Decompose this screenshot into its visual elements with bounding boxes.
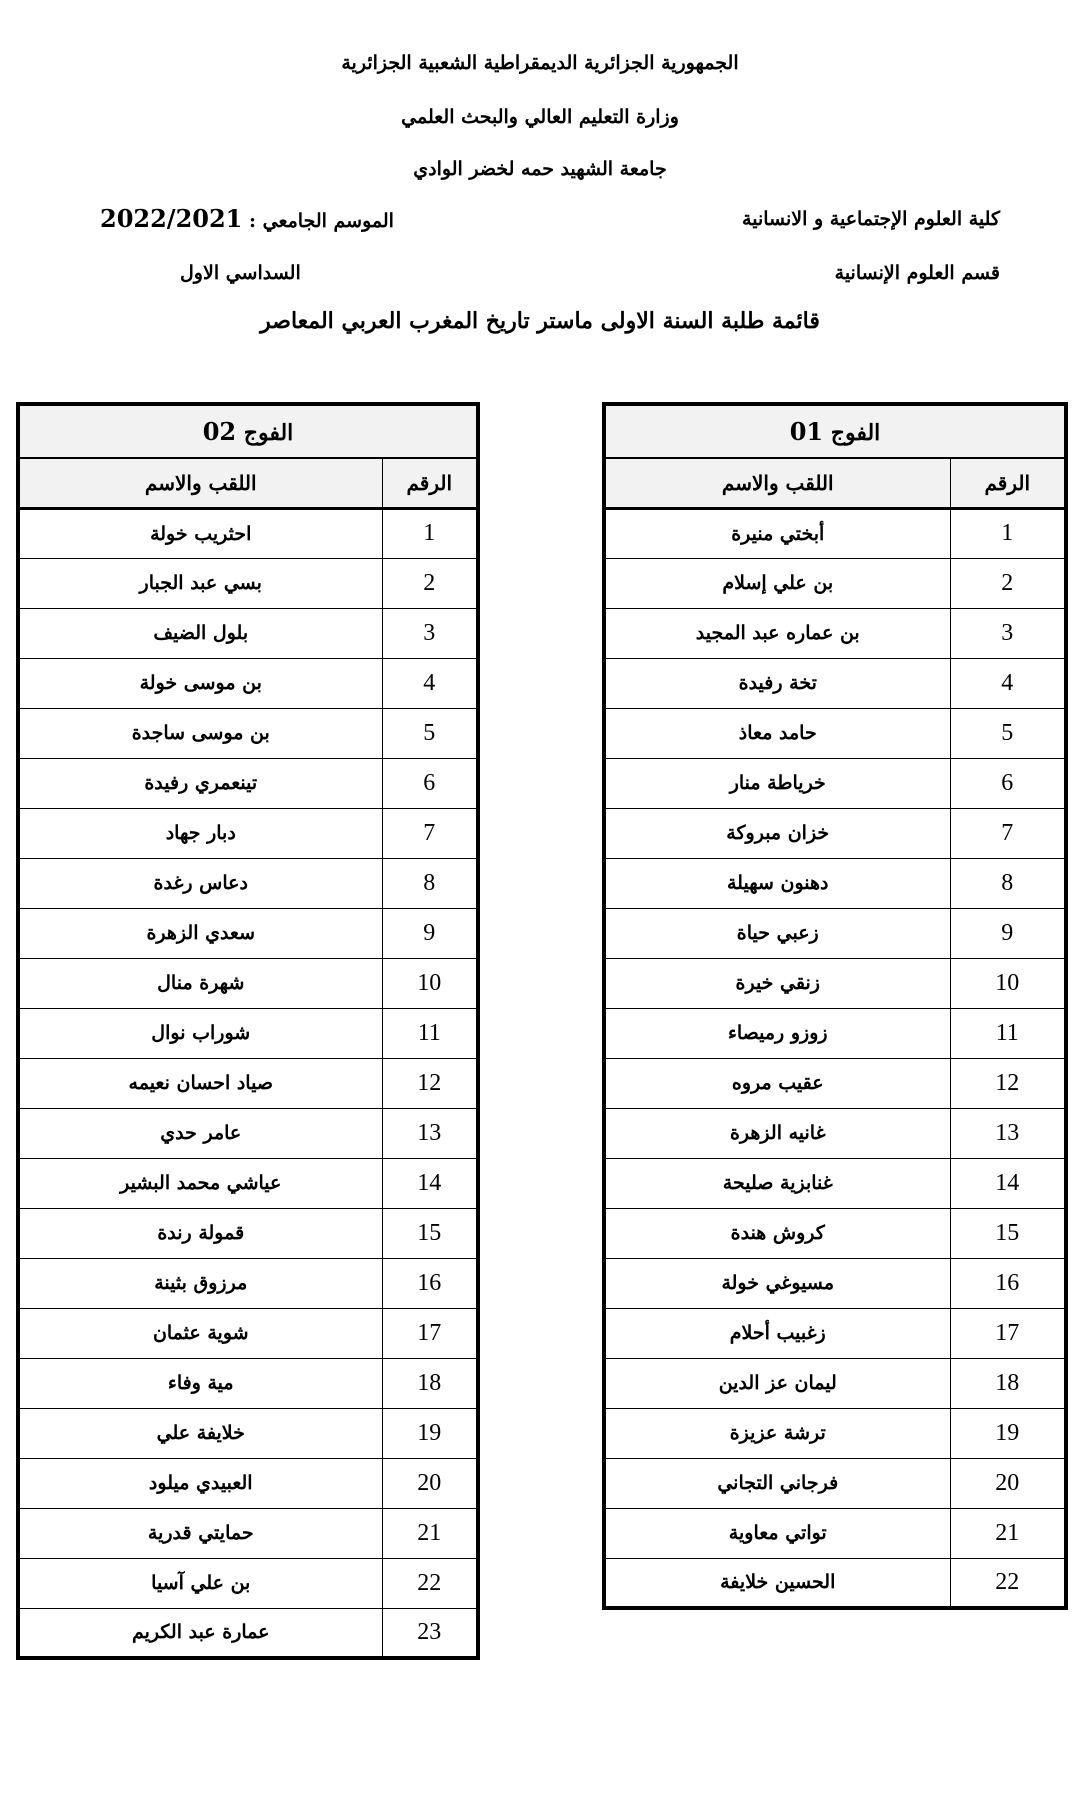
row-number: 14 — [382, 1158, 478, 1208]
student-name: زعبي حياة — [604, 908, 950, 958]
row-number: 13 — [382, 1108, 478, 1158]
column-header-number: الرقم — [382, 458, 478, 508]
table-row — [18, 1308, 478, 1358]
student-name: مسيوغي خولة — [604, 1258, 950, 1308]
row-number: 19 — [950, 1408, 1066, 1458]
student-name: احثريب خولة — [18, 508, 382, 558]
row-number: 10 — [950, 958, 1066, 1008]
table-row — [604, 1558, 1066, 1608]
table-row — [604, 1158, 1066, 1208]
student-name: خرياطة منار — [604, 758, 950, 808]
group-01-body — [604, 508, 1066, 1608]
table-row — [18, 1558, 478, 1608]
table-row — [604, 508, 1066, 558]
group-02-caption — [18, 404, 478, 458]
student-name: دبار جهاد — [18, 808, 382, 858]
header-university: جامعة الشهيد حمه لخضر الوادي — [413, 158, 667, 180]
table-row — [18, 1358, 478, 1408]
table-row — [604, 708, 1066, 758]
row-number: 16 — [950, 1258, 1066, 1308]
row-number: 3 — [950, 608, 1066, 658]
table-row — [604, 858, 1066, 908]
row-number: 4 — [950, 658, 1066, 708]
row-number: 9 — [950, 908, 1066, 958]
group-caption-number: 01 — [789, 417, 824, 446]
student-name: دعاس رغدة — [18, 858, 382, 908]
student-name: العبيدي ميلود — [18, 1458, 382, 1508]
row-number: 22 — [382, 1558, 478, 1608]
table-row — [604, 658, 1066, 708]
row-number: 21 — [950, 1508, 1066, 1558]
table-row — [604, 808, 1066, 858]
list-title: قائمة طلبة السنة الاولى ماستر تاريخ المغرب العربي المعاصر — [260, 308, 820, 334]
table-row — [604, 608, 1066, 658]
row-number: 14 — [950, 1158, 1066, 1208]
row-number: 19 — [382, 1408, 478, 1458]
table-row — [604, 558, 1066, 608]
student-name: شوية عثمان — [18, 1308, 382, 1358]
department-label: قسم العلوم الإنسانية — [834, 262, 1000, 284]
table-row — [604, 958, 1066, 1008]
student-name: حامد معاذ — [604, 708, 950, 758]
student-name: حمايتي قدرية — [18, 1508, 382, 1558]
table-row — [18, 1008, 478, 1058]
student-name: غانيه الزهرة — [604, 1108, 950, 1158]
semester-label: السداسي الاول — [180, 262, 301, 284]
column-header-name: اللقب والاسم — [604, 458, 950, 508]
table-row — [18, 958, 478, 1008]
table-row — [18, 1258, 478, 1308]
row-number: 13 — [950, 1108, 1066, 1158]
faculty-label: كلية العلوم الإجتماعية و الانسانية — [742, 208, 1000, 230]
student-name: ليمان عز الدين — [604, 1358, 950, 1408]
group-caption-word: الفوج — [243, 420, 294, 446]
table-row — [604, 1358, 1066, 1408]
table-row — [18, 758, 478, 808]
row-number: 3 — [382, 608, 478, 658]
student-name: بسي عبد الجبار — [18, 558, 382, 608]
student-name: بلول الضيف — [18, 608, 382, 658]
header-ministry: وزارة التعليم العالي والبحث العلمي — [401, 106, 679, 128]
student-name: غنابزية صليحة — [604, 1158, 950, 1208]
season-value: 2022/2021 — [100, 204, 243, 233]
student-name: ترشة عزيزة — [604, 1408, 950, 1458]
row-number: 18 — [382, 1358, 478, 1408]
table-row — [18, 1108, 478, 1158]
student-name: زغبيب أحلام — [604, 1308, 950, 1358]
student-name: صياد احسان نعيمه — [18, 1058, 382, 1108]
row-number: 16 — [382, 1258, 478, 1308]
table-row — [604, 1208, 1066, 1258]
table-row — [18, 1508, 478, 1558]
column-header-name: اللقب والاسم — [18, 458, 382, 508]
table-row — [604, 1408, 1066, 1458]
table-row — [18, 558, 478, 608]
table-row — [604, 1508, 1066, 1558]
table-row — [18, 1158, 478, 1208]
student-name: كروش هندة — [604, 1208, 950, 1258]
row-number: 1 — [382, 508, 478, 558]
table-row — [18, 858, 478, 908]
row-number: 18 — [950, 1358, 1066, 1408]
table-row — [18, 1058, 478, 1108]
table-row — [604, 758, 1066, 808]
table-row — [604, 1008, 1066, 1058]
table-row — [18, 1408, 478, 1458]
row-number: 21 — [382, 1508, 478, 1558]
group-02-table — [16, 402, 480, 1660]
group-caption-number: 02 — [202, 417, 237, 446]
row-number: 12 — [382, 1058, 478, 1108]
student-name: دهنون سهيلة — [604, 858, 950, 908]
student-name: شهرة منال — [18, 958, 382, 1008]
row-number: 7 — [950, 808, 1066, 858]
group-02-body — [18, 508, 478, 1658]
table-row — [18, 608, 478, 658]
group-caption-word: الفوج — [830, 420, 881, 446]
table-row — [18, 508, 478, 558]
group-01-caption — [604, 404, 1066, 458]
student-name: تواتي معاوية — [604, 1508, 950, 1558]
column-header-number: الرقم — [950, 458, 1066, 508]
table-row — [604, 908, 1066, 958]
student-name: زوزو رميصاء — [604, 1008, 950, 1058]
student-name: بن علي إسلام — [604, 558, 950, 608]
student-name: الحسين خلايفة — [604, 1558, 950, 1608]
table-row — [18, 1608, 478, 1658]
table-row — [604, 1308, 1066, 1358]
student-name: زنقي خيرة — [604, 958, 950, 1008]
row-number: 8 — [382, 858, 478, 908]
row-number: 6 — [382, 758, 478, 808]
table-row — [18, 658, 478, 708]
table-row — [18, 908, 478, 958]
student-name: مية وفاء — [18, 1358, 382, 1408]
student-name: خزان مبروكة — [604, 808, 950, 858]
row-number: 4 — [382, 658, 478, 708]
academic-season — [100, 204, 394, 233]
row-number: 12 — [950, 1058, 1066, 1108]
row-number: 11 — [382, 1008, 478, 1058]
row-number: 15 — [382, 1208, 478, 1258]
row-number: 22 — [950, 1558, 1066, 1608]
row-number: 20 — [950, 1458, 1066, 1508]
student-name: بن عماره عبد المجيد — [604, 608, 950, 658]
student-name: أبختي منيرة — [604, 508, 950, 558]
student-name: مرزوق بثينة — [18, 1258, 382, 1308]
row-number: 5 — [382, 708, 478, 758]
season-label: الموسم الجامعي : — [242, 210, 394, 232]
student-name: بن موسى ساجدة — [18, 708, 382, 758]
student-name: بن موسى خولة — [18, 658, 382, 708]
student-name: عامر حدي — [18, 1108, 382, 1158]
student-name: شوراب نوال — [18, 1008, 382, 1058]
row-number: 2 — [382, 558, 478, 608]
table-row — [18, 1208, 478, 1258]
row-number: 23 — [382, 1608, 478, 1658]
row-number: 17 — [950, 1308, 1066, 1358]
table-row — [18, 708, 478, 758]
row-number: 20 — [382, 1458, 478, 1508]
row-number: 10 — [382, 958, 478, 1008]
student-name: تينعمري رفيدة — [18, 758, 382, 808]
student-name: قمولة رندة — [18, 1208, 382, 1258]
row-number: 2 — [950, 558, 1066, 608]
row-number: 8 — [950, 858, 1066, 908]
table-row — [604, 1058, 1066, 1108]
row-number: 9 — [382, 908, 478, 958]
row-number: 5 — [950, 708, 1066, 758]
student-name: عمارة عبد الكريم — [18, 1608, 382, 1658]
student-name: عقيب مروه — [604, 1058, 950, 1108]
row-number: 1 — [950, 508, 1066, 558]
group-01-table — [602, 402, 1068, 1610]
student-name: سعدي الزهرة — [18, 908, 382, 958]
row-number: 11 — [950, 1008, 1066, 1058]
table-row — [18, 808, 478, 858]
student-name: خلايفة علي — [18, 1408, 382, 1458]
row-number: 6 — [950, 758, 1066, 808]
student-name: عياشي محمد البشير — [18, 1158, 382, 1208]
student-name: فرجاني التجاني — [604, 1458, 950, 1508]
row-number: 7 — [382, 808, 478, 858]
student-name: تخة رفيدة — [604, 658, 950, 708]
row-number: 17 — [382, 1308, 478, 1358]
header-republic: الجمهورية الجزائرية الديمقراطية الشعبية الجزائرية — [341, 52, 739, 74]
table-row — [604, 1258, 1066, 1308]
table-row — [18, 1458, 478, 1508]
table-row — [604, 1108, 1066, 1158]
table-row — [604, 1458, 1066, 1508]
student-name: بن علي آسيا — [18, 1558, 382, 1608]
row-number: 15 — [950, 1208, 1066, 1258]
